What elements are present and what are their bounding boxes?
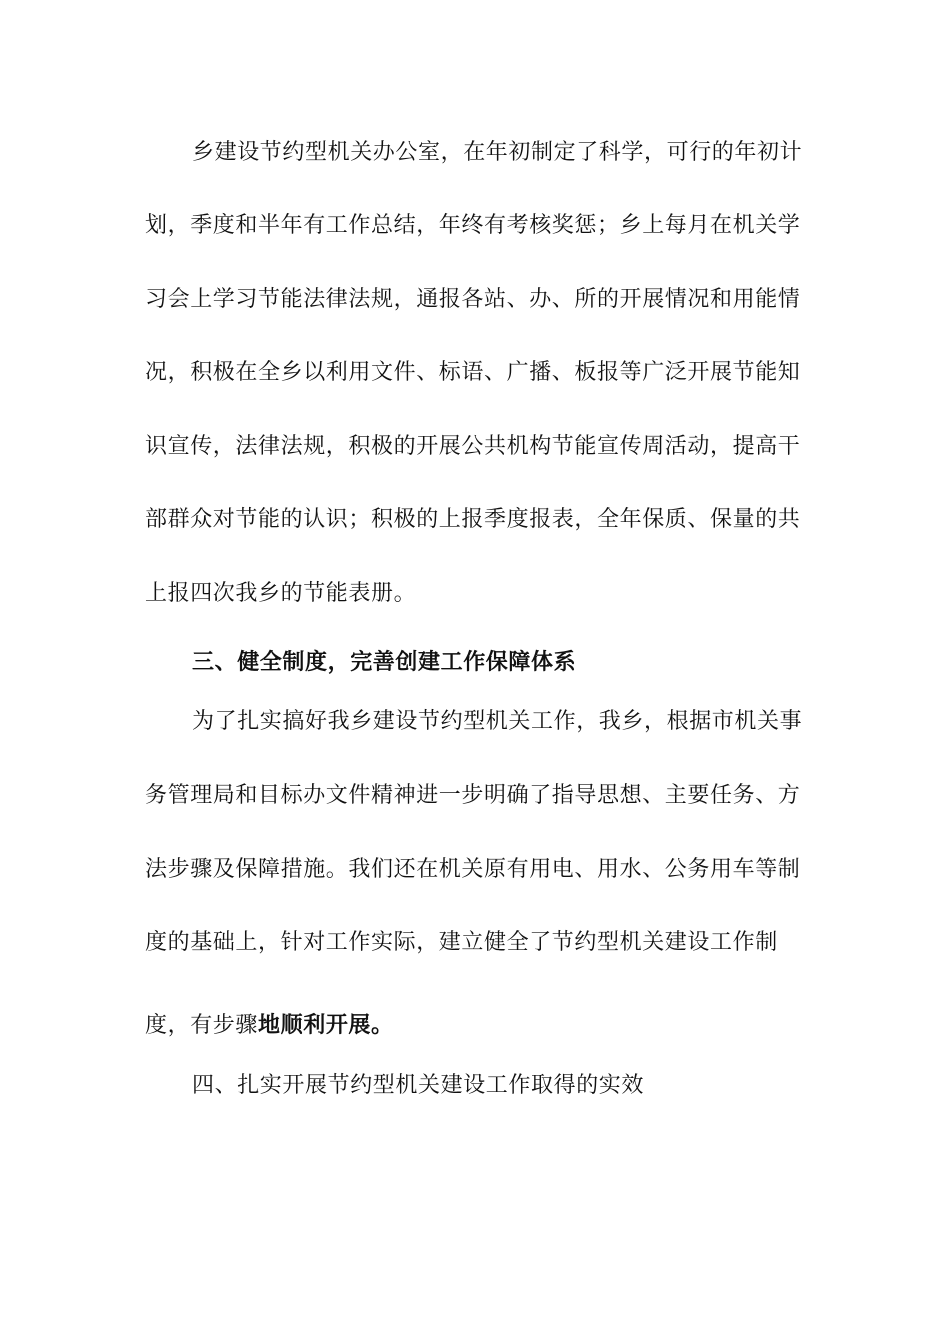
paragraph-line-last bbox=[145, 1011, 805, 1040]
paragraph-line: 乡建设节约型机关办公室，在年初制定了科学，可行的年初计 bbox=[192, 140, 803, 165]
plain-text: 度，有步骤 bbox=[145, 1013, 259, 1038]
paragraph-line: 部群众对节能的认识；积极的上报季度报表，全年保质、保量的共 bbox=[145, 507, 801, 532]
paragraph-line: 上报四次我乡的节能表册。 bbox=[145, 581, 417, 606]
paragraph-line: 度的基础上，针对工作实际，建立健全了节约型机关建设工作制 bbox=[145, 930, 778, 955]
paragraph-line: 识宣传，法律法规，积极的开展公共机构节能宣传周活动，提高干 bbox=[145, 434, 801, 459]
bold-text: 地顺利开展。 bbox=[258, 1012, 394, 1038]
paragraph-line: 务管理局和目标办文件精神进一步明确了指导思想、主要任务、方 bbox=[145, 783, 801, 808]
section-heading: 三、健全制度，完善创建工作保障体系 bbox=[192, 649, 577, 675]
paragraph-line: 习会上学习节能法律法规，通报各站、办、所的开展情况和用能情 bbox=[145, 287, 801, 312]
paragraph-line: 为了扎实搞好我乡建设节约型机关工作，我乡，根据市机关事 bbox=[192, 709, 803, 734]
paragraph-line: 况，积极在全乡以利用文件、标语、广播、板报等广泛开展节能知 bbox=[145, 360, 801, 385]
paragraph-line: 法步骤及保障措施。我们还在机关原有用电、用水、公务用车等制 bbox=[145, 857, 801, 882]
section-heading: 四、扎实开展节约型机关建设工作取得的实效 bbox=[192, 1073, 645, 1098]
paragraph-line: 划，季度和半年有工作总结，年终有考核奖惩；乡上每月在机关学 bbox=[145, 213, 801, 238]
